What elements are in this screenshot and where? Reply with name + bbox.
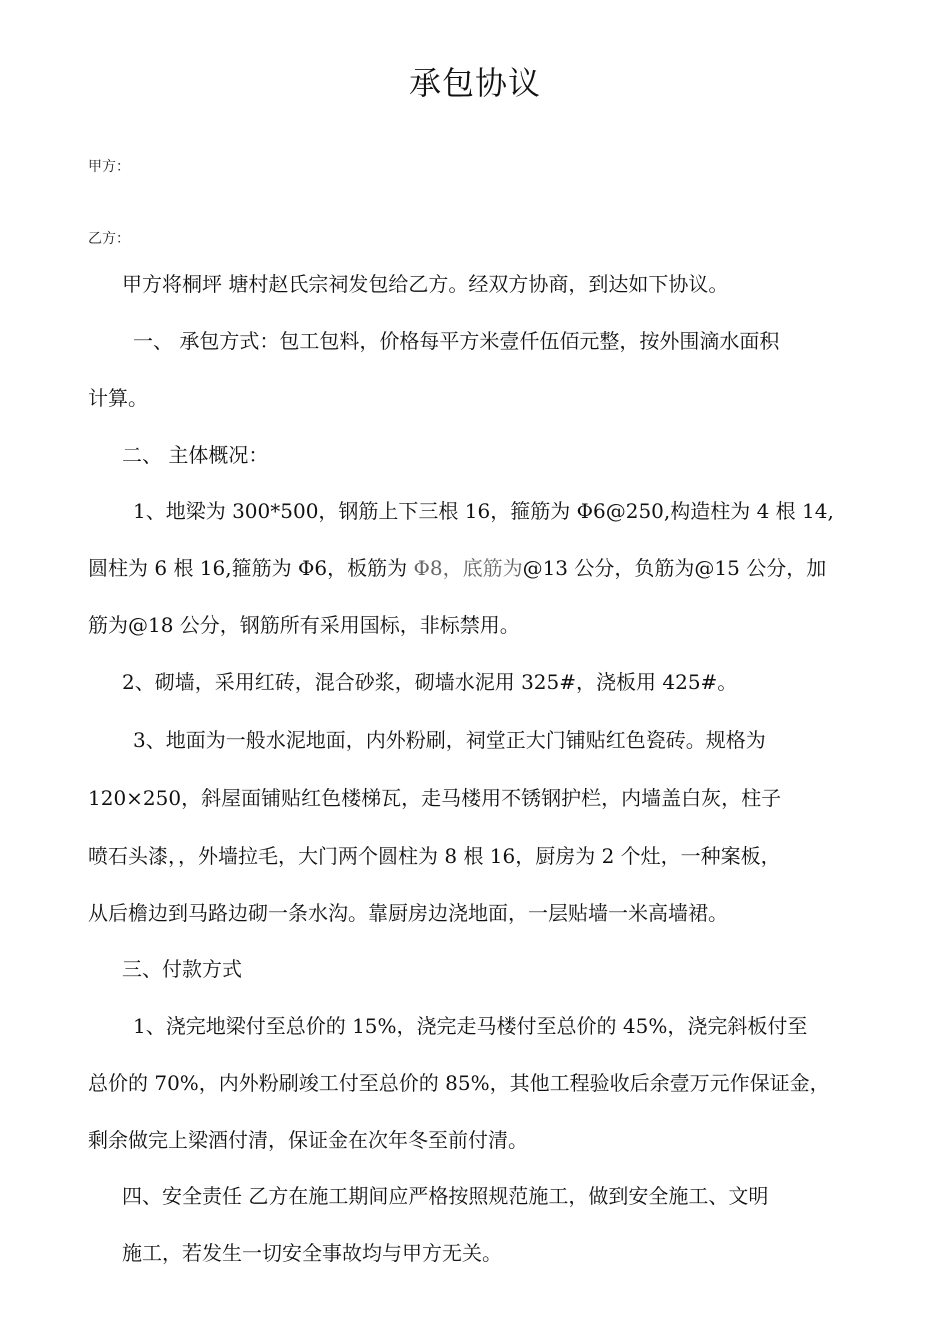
- section-4-line-2: 施工，若发生一切安全事故均与甲方无关。: [122, 1241, 502, 1265]
- section-3-item-1-line-3: 剩余做完上梁酒付清，保证金在次年冬至前付清。: [88, 1128, 528, 1152]
- section-2-item-3-line-1: 3、地面为一般水泥地面，内外粉刷，祠堂正大门铺贴红色瓷砖。规格为: [133, 728, 766, 752]
- section-1-line-1: 一、 承包方式：包工包料，价格每平方米壹仟伍佰元整，按外围滴水面积: [133, 329, 780, 353]
- section-2-item-3-line-4: 从后檐边到马路边砌一条水沟。靠厨房边浇地面，一层贴墙一米高墙裙。: [88, 901, 728, 925]
- section-3-item-1-line-1: 1、浇完地梁付至总价的 15%，浇完走马楼付至总价的 45%，浇完斜板付至: [133, 1014, 808, 1038]
- section-1-line-2: 计算。: [88, 386, 148, 410]
- party-b-label: 乙方：: [88, 231, 130, 247]
- section-2-item-2: 2、砌墙，采用红砖，混合砂浆，砌墙水泥用 325#，浇板用 425#。: [122, 670, 738, 694]
- rebar-text-a: 圆柱为 6 根 16,箍筋为 Φ6，板筋为: [88, 556, 414, 580]
- section-2-item-3-line-3: 喷石头漆，，外墙拉毛，大门两个圆柱为 8 根 16，厨房为 2 个灶，一种案板，: [88, 844, 781, 868]
- section-2-item-1-line-3: 筋为@18 公分，钢筋所有采用国标，非标禁用。: [88, 613, 520, 637]
- party-a-label: 甲方：: [88, 159, 130, 175]
- section-4-line-1: 四、安全责任 乙方在施工期间应严格按照规范施工，做到安全施工、文明: [122, 1184, 769, 1208]
- section-2-item-1-line-1: 1、地梁为 300*500，钢筋上下三根 16，箍筋为 Φ6@250,构造柱为 4 根 14,: [133, 499, 834, 523]
- section-3-heading: 三、付款方式: [122, 957, 242, 981]
- section-2-heading: 二、 主体概况：: [122, 443, 269, 467]
- intro-paragraph: 甲方将桐坪 塘村赵氏宗祠发包给乙方。经双方协商，到达如下协议。: [122, 272, 729, 296]
- document-title: 承包协议: [408, 64, 541, 102]
- section-2-item-1-line-2: [88, 554, 826, 582]
- section-2-item-3-line-2: 120×250，斜屋面铺贴红色楼梯瓦，走马楼用不锈钢护栏，内墙盖白灰，柱子: [88, 786, 782, 810]
- rebar-text-gray: Φ8，底筋为: [413, 556, 523, 580]
- rebar-text-b: @13 公分，负筋为@15 公分，加: [522, 556, 827, 580]
- section-3-item-1-line-2: 总价的 70%，内外粉刷竣工付至总价的 85%，其他工程验收后余壹万元作保证金，: [88, 1071, 830, 1095]
